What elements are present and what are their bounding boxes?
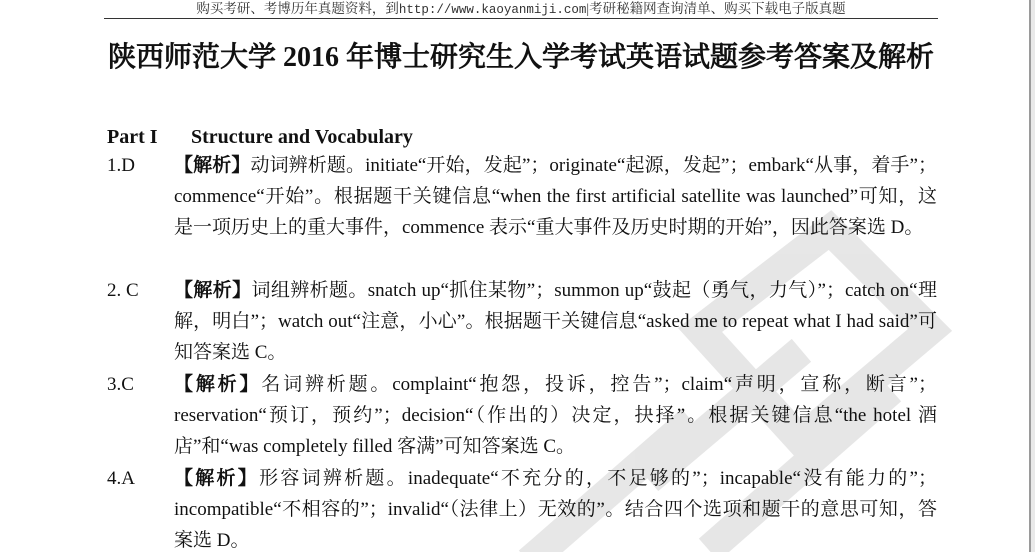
question-number: 2. C xyxy=(107,280,139,301)
question-explanation xyxy=(174,150,937,243)
question-item xyxy=(107,369,937,462)
analysis-tag: 【解析】 xyxy=(174,468,260,489)
analysis-tag: 【解析】 xyxy=(174,280,252,301)
header-link[interactable]: http://www.kaoyanmiji.com xyxy=(398,3,587,17)
question-explanation xyxy=(174,275,937,368)
analysis-tag: 【解析】 xyxy=(174,155,251,176)
explanation-text: 名词辨析题。complaint“抱怨，投诉，控告”；claim“声明，宣称，断言”；reservation“预订，预约”；decision“（作出的）决定，抉择”。根据关键信息“the hotel 酒店”和“was completely filled 客满”可知答案选 C。 xyxy=(174,374,937,457)
document-title: 陕西师范大学 2016 年博士研究生入学考试英语试题参考答案及解析 xyxy=(107,42,934,73)
header-text-after: |考研秘籍网查询清单、购买下载电子版真题 xyxy=(586,1,846,16)
explanation-text: 形容词辨析题。inadequate“不充分的，不足够的”；incapable“没有能力的”；incompatible“不相容的”；invalid“（法律上）无效的”。结合四个选项和题干的意思可知，答案选 D。 xyxy=(174,468,937,551)
question-number: 1.D xyxy=(107,155,135,176)
question-number: 3.C xyxy=(107,374,134,395)
question-number: 4.A xyxy=(107,468,135,489)
part-name: Structure and Vocabulary xyxy=(191,126,413,148)
viewer-scroll-gutter xyxy=(1031,0,1035,552)
header-text-before: 购买考研、考博历年真题资料，到 xyxy=(196,1,399,16)
question-item xyxy=(107,150,937,243)
analysis-tag: 【解析】 xyxy=(174,374,262,395)
explanation-text: 词组辨析题。snatch up“抓住某物”；summon up“鼓起（勇气，力气）”；catch on“理解，明白”；watch out“注意，小心”。根据题干关键信息“asked me to repeat what I had said”可知答案选 C。 xyxy=(174,280,937,363)
part-heading xyxy=(107,123,413,151)
question-item xyxy=(107,463,937,556)
explanation-text: 动词辨析题。initiate“开始，发起”；originate“起源，发起”；embark“从事，着手”；commence“开始”。根据题干关键信息“when the first artificial satellite was launched”可知，这是一项历史上的重大事件，commence 表示“重大事件及历史时期的开始”，因此答案选 D。 xyxy=(174,155,937,238)
question-explanation xyxy=(174,463,937,556)
question-explanation xyxy=(174,369,937,462)
page-header xyxy=(104,0,938,19)
part-label: Part I xyxy=(107,126,158,148)
question-item xyxy=(107,275,937,368)
